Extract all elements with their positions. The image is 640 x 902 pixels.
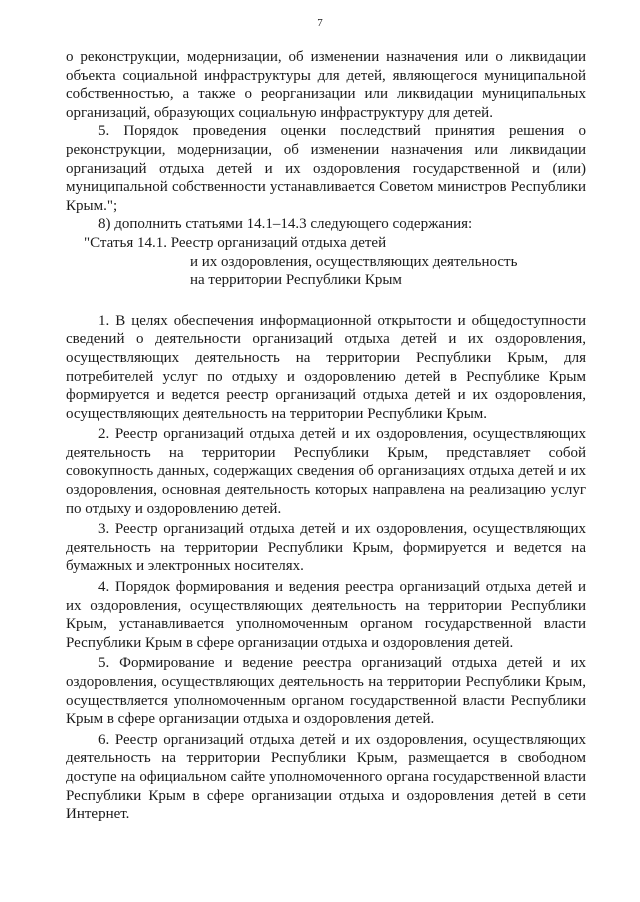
article-item-1: 1. В целях обеспечения информационной открытости и общедоступности сведений о деятельности организаций отдыха детей и их оздоровления, осуществляющих деятельность на территории Республики Крым, для потребителей услуг по отдыху и оздоровлению детей в Республике Крым формируется и ведется реестр организаций отдыха детей и их оздоровления, осуществляющих деятельность на территории Республики Крым. — [66, 312, 586, 422]
article-title — [66, 234, 586, 290]
article-title-line-1: "Статья 14.1. Реестр организаций отдыха детей — [84, 234, 387, 251]
article-item-6: 6. Реестр организаций отдыха детей и их оздоровления, осуществляющих деятельность на территории Республики Крым, размещается в свободном доступе на официальном сайте уполномоченного органа государственной власти Республики Крым в сфере организации отдыха и оздоровления детей в сети Интернет. — [66, 731, 586, 823]
paragraph-8: 8) дополнить статьями 14.1–14.3 следующего содержания: — [98, 216, 473, 233]
paragraph-5: 5. Порядок проведения оценки последствий принятия решения о реконструкции, модернизации, об изменении назначения или ликвидации организаций отдыха детей и их оздоровления государственной и (или) муниципальной собственности устанавливается Советом министров Республики Крым."; — [66, 123, 586, 214]
article-title-line-3: на территории Республики Крым — [190, 272, 402, 289]
spacer — [66, 290, 586, 312]
article-item-2: 2. Реестр организаций отдыха детей и их оздоровления, осуществляющих деятельность на территории Республики Крым, представляет собой совокупность данных, содержащих сведения об организациях отдыха детей и их оздоровления, основная деятельность которых направлена на реализацию услуг по отдыху и оздоровлению детей. — [66, 426, 586, 517]
document-body — [66, 48, 586, 824]
article-item-4: 4. Порядок формирования и ведения реестра организаций отдыха детей и их оздоровления, осуществляющих деятельность на территории Республики Крым, устанавливается уполномоченным органом государственной власти Республики Крым в сфере организации отдыха и оздоровления детей. — [66, 579, 586, 651]
paragraph-continuation: о реконструкции, модернизации, об изменении назначения или о ликвидации объекта социальной инфраструктуры для детей, являющегося муниципальной собственностью, а также о реорганизации или ликвидации муниципальных организаций, образующих социальную инфраструктуру для детей. — [66, 49, 586, 121]
article-item-5: 5. Формирование и ведение реестра организаций отдыха детей и их оздоровления, осуществляющих деятельность на территории Республики Крым, осуществляется уполномоченным органом государственной власти Республики Крым в сфере организации отдыха и оздоровления детей. — [66, 655, 586, 728]
article-item-3: 3. Реестр организаций отдыха детей и их оздоровления, осуществляющих деятельность на территории Республики Крым, формируется и ведется на бумажных и электронных носителях. — [66, 521, 586, 575]
article-title-line-2: и их оздоровления, осуществляющих деятельность — [190, 253, 518, 270]
page-number: 7 — [317, 17, 323, 29]
